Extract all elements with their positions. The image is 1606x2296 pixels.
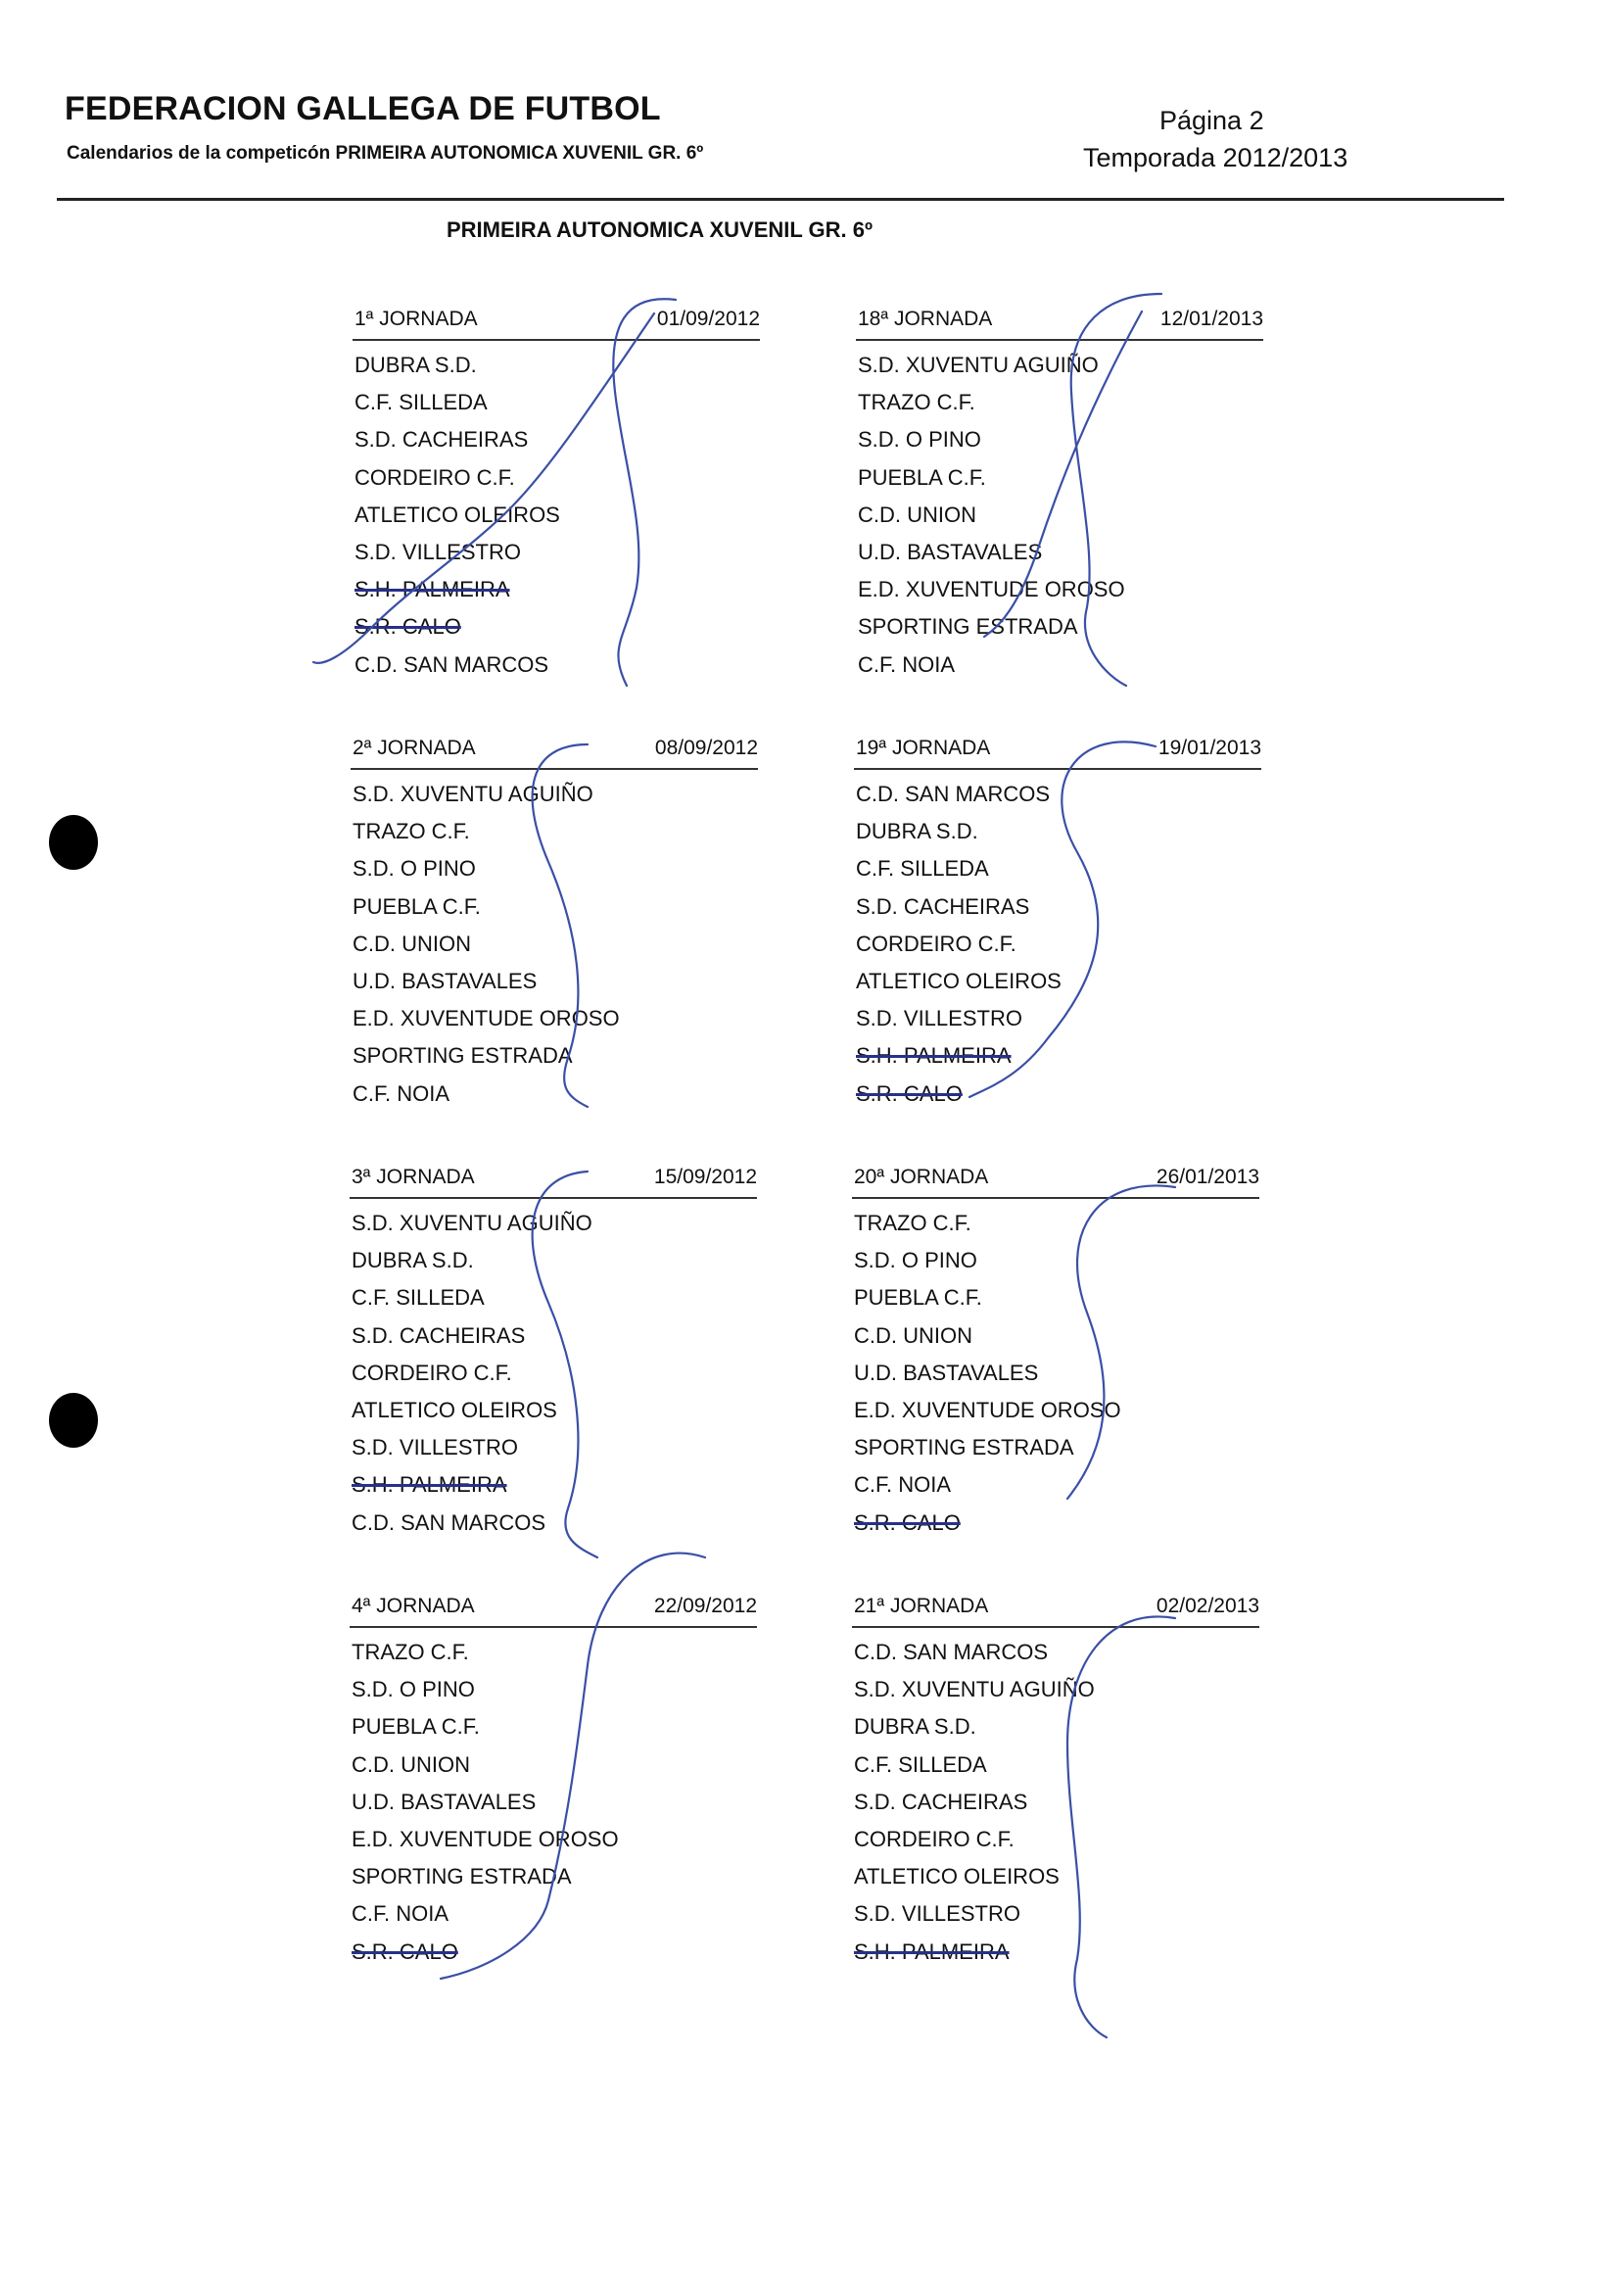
team-name: TRAZO C.F. [353,819,470,844]
team-list [350,1634,757,1971]
jornada-block [351,737,758,1113]
team-name: S.D. VILLESTRO [856,1006,1022,1031]
season-label: Temporada 2012/2013 [1083,143,1348,172]
team-name: PUEBLA C.F. [854,1285,982,1311]
header-divider [57,198,1504,201]
team-name: DUBRA S.D. [854,1714,976,1740]
team-name: PUEBLA C.F. [858,464,986,490]
team-name: C.F. SILLEDA [354,390,488,415]
team-list [351,776,758,1113]
team-name: C.F. SILLEDA [854,1751,987,1777]
jornada-block [350,1166,757,1542]
team-name: ATLETICO OLEIROS [354,502,560,527]
team-name: S.D. XUVENTU AGUIÑO [854,1677,1095,1702]
team-name: E.D. XUVENTUDE OROSO [854,1397,1121,1422]
team-name: U.D. BASTAVALES [352,1789,537,1814]
jornada-label: 4ª JORNADA [352,1595,475,1617]
team-name: S.D. XUVENTU AGUIÑO [353,782,593,806]
team-name: C.F. NOIA [353,1080,450,1106]
team-name: E.D. XUVENTUDE OROSO [858,577,1125,602]
team-name: S.R. CALO [354,614,461,640]
jornada-date: 26/01/2013 [1156,1166,1259,1188]
team-name: S.D. CACHEIRAS [856,893,1030,919]
team-list [852,1634,1259,1971]
jornada-divider [350,1626,757,1628]
jornada-label: 3ª JORNADA [352,1166,475,1188]
team-name: CORDEIRO C.F. [854,1826,1015,1851]
jornada-header [852,1595,1259,1624]
team-name: C.D. UNION [858,502,976,527]
jornada-block [854,737,1261,1113]
team-name: CORDEIRO C.F. [856,931,1016,956]
team-name: S.H. PALMEIRA [854,1938,1010,1964]
team-name: S.D. O PINO [353,856,476,882]
jornada-divider [353,339,760,341]
team-name: C.D. SAN MARCOS [352,1509,546,1535]
team-name: S.R. CALO [352,1938,458,1964]
team-name: S.D. VILLESTRO [854,1901,1020,1927]
team-name: S.D. CACHEIRAS [352,1322,526,1348]
jornada-header [353,308,760,337]
team-name: S.H. PALMEIRA [354,577,510,602]
jornada-block [856,308,1263,684]
team-name: C.F. NOIA [854,1472,952,1498]
jornada-date: 22/09/2012 [653,1595,757,1617]
jornada-block [350,1595,757,1971]
jornada-block [353,308,760,684]
team-name: S.D. VILLESTRO [352,1435,518,1460]
team-name: TRAZO C.F. [854,1211,971,1235]
jornada-date: 01/09/2012 [656,308,760,330]
punch-hole [49,1393,98,1448]
team-name: SPORTING ESTRADA [854,1435,1074,1460]
team-name: DUBRA S.D. [856,819,978,844]
team-name: CORDEIRO C.F. [354,464,515,490]
team-name: C.F. NOIA [858,651,956,677]
team-name: PUEBLA C.F. [353,893,481,919]
team-name: SPORTING ESTRADA [352,1864,572,1889]
jornada-label: 18ª JORNADA [858,308,993,330]
jornada-label: 1ª JORNADA [354,308,478,330]
jornada-date: 08/09/2012 [654,737,758,759]
jornada-date: 15/09/2012 [653,1166,757,1188]
federation-title: FEDERACION GALLEGA DE FUTBOL [65,90,661,127]
team-name: ATLETICO OLEIROS [854,1864,1060,1889]
jornada-label: 20ª JORNADA [854,1166,989,1188]
jornada-divider [852,1197,1259,1199]
team-name: C.F. NOIA [352,1901,449,1927]
team-name: SPORTING ESTRADA [858,614,1078,640]
jornada-header [852,1166,1259,1195]
team-name: S.D. O PINO [352,1677,475,1702]
jornada-label: 2ª JORNADA [353,737,476,759]
team-name: S.R. CALO [856,1080,963,1106]
jornada-date: 02/02/2013 [1156,1595,1259,1617]
jornada-divider [351,768,758,770]
team-name: DUBRA S.D. [354,353,477,377]
page-number: Página 2 [1159,106,1264,135]
team-list [856,347,1263,684]
team-name: S.D. XUVENTU AGUIÑO [352,1211,592,1235]
team-name: U.D. BASTAVALES [353,968,538,993]
jornada-header [854,737,1261,766]
team-name: S.D. O PINO [858,427,981,453]
jornada-header [350,1166,757,1195]
team-name: C.D. UNION [854,1322,972,1348]
team-list [350,1205,757,1542]
jornada-date: 19/01/2013 [1157,737,1261,759]
jornada-date: 12/01/2013 [1159,308,1263,330]
jornada-label: 21ª JORNADA [854,1595,989,1617]
team-name: SPORTING ESTRADA [353,1043,573,1069]
jornada-header [351,737,758,766]
team-name: ATLETICO OLEIROS [856,968,1062,993]
team-list [353,347,760,684]
team-name: C.D. SAN MARCOS [354,651,549,677]
team-name: S.H. PALMEIRA [856,1043,1012,1069]
jornada-divider [854,768,1261,770]
team-name: CORDEIRO C.F. [352,1360,512,1385]
team-name: C.D. UNION [352,1751,470,1777]
team-name: TRAZO C.F. [858,390,975,415]
team-name: C.D. SAN MARCOS [856,782,1051,806]
team-name: TRAZO C.F. [352,1640,469,1664]
team-list [852,1205,1259,1542]
calendar-subtitle: Calendarios de la competicón PRIMEIRA AUTONOMICA XUVENIL GR. 6º [67,143,704,164]
team-name: S.D. O PINO [854,1248,977,1273]
jornada-block [852,1595,1259,1971]
jornada-divider [852,1626,1259,1628]
team-list [854,776,1261,1113]
team-name: PUEBLA C.F. [352,1714,480,1740]
jornada-divider [856,339,1263,341]
team-name: S.D. XUVENTU AGUIÑO [858,353,1099,377]
team-name: U.D. BASTAVALES [854,1360,1039,1385]
team-name: S.R. CALO [854,1509,961,1535]
jornada-header [856,308,1263,337]
punch-hole [49,815,98,870]
team-name: DUBRA S.D. [352,1248,474,1273]
team-name: S.H. PALMEIRA [352,1472,507,1498]
team-name: E.D. XUVENTUDE OROSO [353,1006,620,1031]
jornada-divider [350,1197,757,1199]
team-name: C.F. SILLEDA [856,856,989,882]
team-name: C.F. SILLEDA [352,1285,485,1311]
team-name: C.D. UNION [353,931,471,956]
team-name: S.D. CACHEIRAS [354,427,529,453]
jornada-label: 19ª JORNADA [856,737,991,759]
team-name: U.D. BASTAVALES [858,539,1043,564]
team-name: S.D. CACHEIRAS [854,1789,1028,1814]
team-name: C.D. SAN MARCOS [854,1640,1049,1664]
team-name: S.D. VILLESTRO [354,539,521,564]
team-name: ATLETICO OLEIROS [352,1397,557,1422]
competition-title: PRIMEIRA AUTONOMICA XUVENIL GR. 6º [447,217,874,242]
team-name: E.D. XUVENTUDE OROSO [352,1826,619,1851]
jornada-header [350,1595,757,1624]
jornada-block [852,1166,1259,1542]
